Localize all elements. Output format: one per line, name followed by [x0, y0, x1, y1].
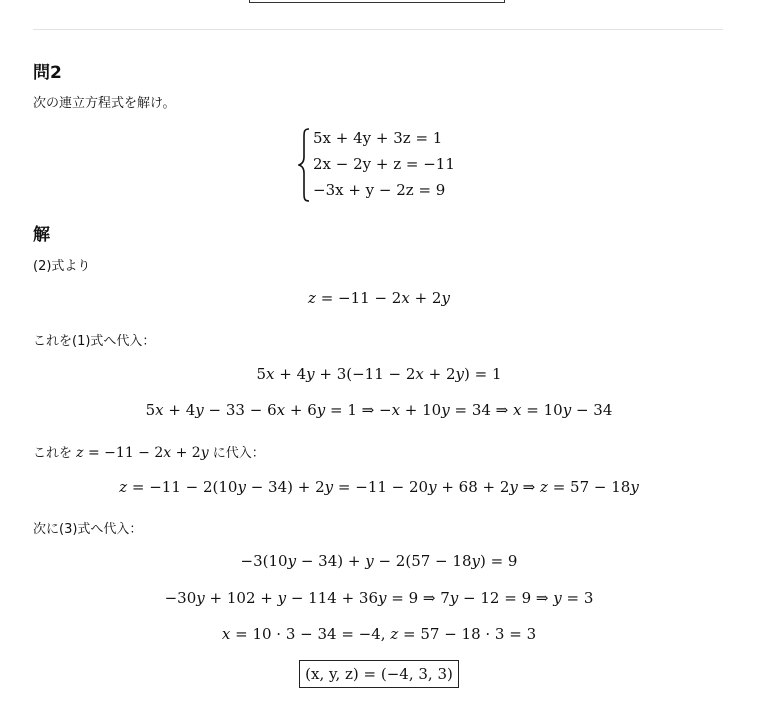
final-answer-box: (x, y, z) = (−4, 3, 3): [299, 660, 459, 688]
equation-substitution-3: −3(10y − 34) + y − 2(57 − 18y) = 9: [240, 552, 518, 570]
previous-answer-box: [249, 0, 505, 3]
equation-x-expression: 5x + 4y − 33 − 6x + 6y = 1 ⇒ −x + 10y = 34 ⇒ x = 10y − 34: [145, 401, 613, 419]
section-divider: [33, 29, 723, 30]
step1-text: (2)式より: [33, 259, 91, 274]
solution-title: 解: [33, 225, 50, 245]
step4-text: 次に(3)式へ代入：: [33, 522, 143, 537]
step3-suffix: に代入：: [212, 446, 265, 461]
step3-inline-math: z = −11 − 2x + 2y: [76, 445, 209, 461]
equation-y-solve: −30y + 102 + y − 114 + 36y = 9 ⇒ 7y − 12 = 9 ⇒ y = 3: [164, 589, 594, 607]
equation-x-z-values: x = 10 · 3 − 34 = −4, z = 57 − 18 · 3 = 3: [221, 625, 537, 643]
equation-z-expression: z = −11 − 2x + 2y: [308, 289, 450, 307]
step3-text: [33, 442, 265, 461]
system-equation-2: 2x − 2y + z = −11: [313, 155, 455, 173]
equation-substitution-1: 5x + 4y + 3(−11 − 2x + 2y) = 1: [256, 365, 502, 383]
equation-z-in-y: z = −11 − 2(10y − 34) + 2y = −11 − 20y + 68 + 2y ⇒ z = 57 − 18y: [119, 478, 639, 496]
left-brace-icon: [298, 127, 312, 203]
final-answer-row: [0, 660, 758, 688]
step3-prefix: これを: [33, 446, 73, 461]
step2-text: これを(1)式へ代入：: [33, 334, 156, 349]
system-equation-3: −3x + y − 2z = 9: [313, 181, 446, 199]
problem-title: 問2: [33, 63, 62, 83]
system-equation-1: 5x + 4y + 3z = 1: [313, 129, 443, 147]
problem-instruction: 次の連立方程式を解け。: [33, 96, 176, 111]
